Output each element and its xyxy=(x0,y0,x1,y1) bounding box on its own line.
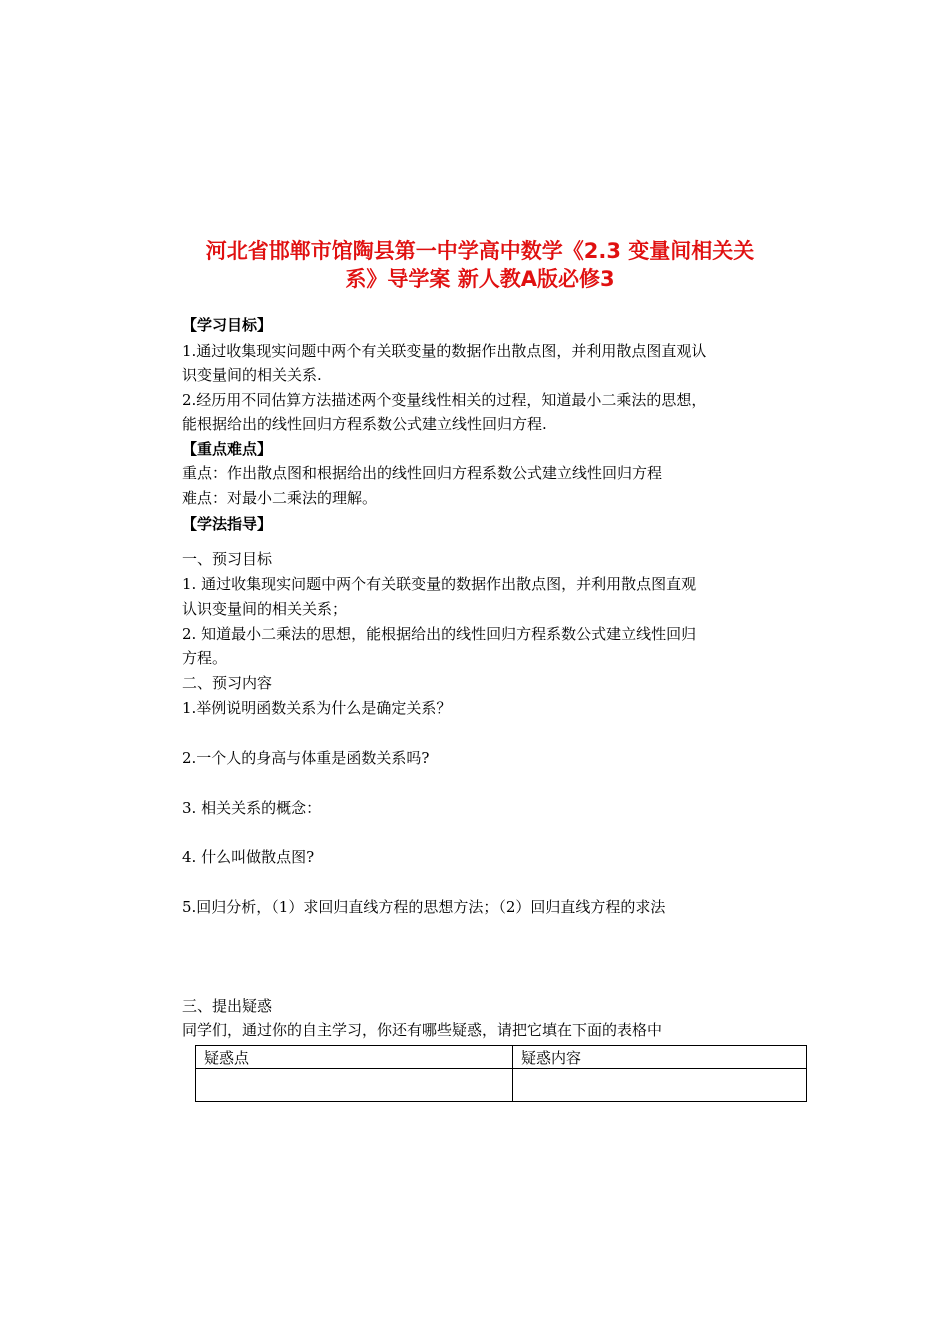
section-1-item-1-line-2: 认识变量间的相关关系； xyxy=(182,600,348,618)
section-1-item-2-line-1: 2. 知道最小二乘法的思想，能根据给出的线性回归方程系数公式建立线性回归 xyxy=(182,625,697,643)
preview-question-1: 1.举例说明函数关系为什么是确定关系？ xyxy=(182,699,452,717)
objective-2-line-2: 能根据给出的线性回归方程系数公式建立线性回归方程. xyxy=(182,415,547,433)
objective-2-line-1: 2.经历用不同估算方法描述两个变量线性相关的过程，知道最小二乘法的思想， xyxy=(182,391,707,409)
difficulty-text: 难点：对最小二乘法的理解。 xyxy=(182,489,378,507)
section-2-heading: 二、预习内容 xyxy=(182,674,273,692)
table-header-row xyxy=(196,1046,807,1069)
page-title-line-2: 系》导学案 新人教A版必修3 xyxy=(345,267,615,291)
section-3-instruction: 同学们，通过你的自主学习，你还有哪些疑惑，请把它填在下面的表格中 xyxy=(182,1021,663,1039)
key-points-heading: 【重点难点】 xyxy=(182,440,273,458)
objective-1-line-2: 识变量间的相关关系. xyxy=(182,366,322,384)
objective-1-line-1: 1.通过收集现实问题中两个有关联变量的数据作出散点图，并利用散点图直观认 xyxy=(182,342,707,360)
doubt-content-cell[interactable] xyxy=(513,1069,807,1102)
doubt-point-header: 疑惑点 xyxy=(196,1046,513,1069)
guide-heading: 【学法指导】 xyxy=(182,515,273,533)
doubt-table xyxy=(195,1045,807,1102)
section-1-heading: 一、预习目标 xyxy=(182,550,273,568)
preview-question-2: 2.一个人的身高与体重是函数关系吗? xyxy=(182,749,430,767)
preview-question-5: 5.回归分析，（1）求回归直线方程的思想方法；（2）回归直线方程的求法 xyxy=(182,898,666,916)
preview-question-4: 4. 什么叫做散点图? xyxy=(182,848,315,866)
key-point-text: 重点：作出散点图和根据给出的线性回归方程系数公式建立线性回归方程 xyxy=(182,464,663,482)
doubt-content-header: 疑惑内容 xyxy=(513,1046,807,1069)
table-row xyxy=(196,1069,807,1102)
preview-question-3: 3. 相关关系的概念： xyxy=(182,799,322,817)
section-3-heading: 三、提出疑惑 xyxy=(182,997,273,1015)
section-1-item-2-line-2: 方程。 xyxy=(182,649,228,667)
page-title-line-1: 河北省邯郸市馆陶县第一中学高中数学《2.3 变量间相关关 xyxy=(205,239,755,263)
doubt-point-cell[interactable] xyxy=(196,1069,513,1102)
section-1-item-1-line-1: 1. 通过收集现实问题中两个有关联变量的数据作出散点图，并利用散点图直观 xyxy=(182,575,697,593)
objectives-heading: 【学习目标】 xyxy=(182,316,273,334)
